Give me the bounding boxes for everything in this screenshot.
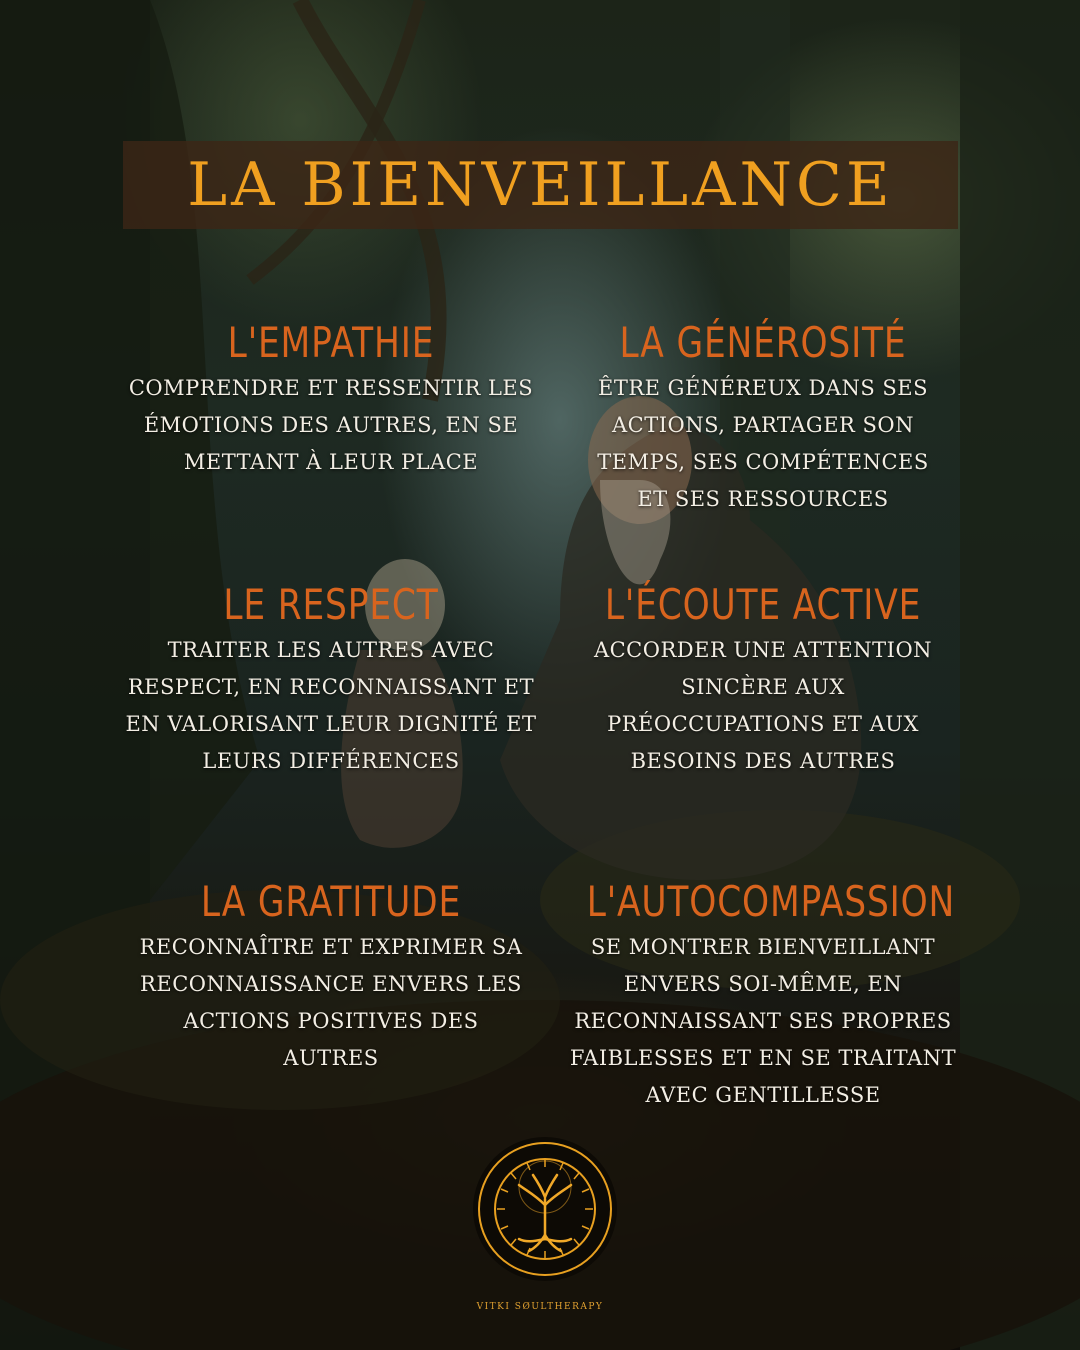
section-ecoute-active — [548, 578, 978, 780]
section-heading: L'EMPATHIE — [227, 318, 435, 367]
tree-of-life-rune-circle-icon — [471, 1135, 619, 1283]
brand-name: VITKI SØULTHERAPY — [476, 1302, 604, 1312]
section-respect — [116, 578, 546, 780]
section-heading: LA GÉNÉROSITÉ — [619, 318, 907, 367]
section-heading: LE RESPECT — [223, 580, 439, 629]
title-banner — [123, 141, 958, 229]
section-body: ÊTRE GÉNÉREUX DANS SES ACTIONS, PARTAGER SON TEMPS, SES COMPÉTENCES ET SES RESSOURCES — [597, 376, 929, 511]
section-body: ACCORDER UNE ATTENTION SINCÈRE AUX PRÉOCCUPATIONS ET AUX BESOINS DES AUTRES — [593, 638, 933, 773]
section-heading: L'AUTOCOMPASSION — [586, 877, 956, 926]
section-gratitude — [116, 875, 546, 1077]
section-empathie — [116, 316, 546, 481]
section-body: TRAITER LES AUTRES AVEC RESPECT, EN RECONNAISSANT ET EN VALORISANT LEUR DIGNITÉ ET LEURS DIFFÉRENCES — [125, 638, 537, 773]
section-body: SE MONTRER BIENVEILLANT ENVERS SOI-MÊME, EN RECONNAISSANT SES PROPRES FAIBLESSES ET EN SE TRAITANT AVEC GENTILLESSE — [569, 935, 957, 1107]
section-heading: LA GRATITUDE — [200, 877, 462, 926]
section-autocompassion — [548, 875, 978, 1114]
section-body: COMPRENDRE ET RESSENTIR LES ÉMOTIONS DES AUTRES, EN SE METTANT À LEUR PLACE — [128, 376, 534, 474]
section-heading: L'ÉCOUTE ACTIVE — [604, 580, 922, 629]
page-title: LA BIENVEILLANCE — [187, 150, 894, 220]
section-generosite — [548, 316, 978, 518]
section-body: RECONNAÎTRE ET EXPRIMER SA RECONNAISSANCE ENVERS LES ACTIONS POSITIVES DES AUTRES — [139, 935, 523, 1070]
